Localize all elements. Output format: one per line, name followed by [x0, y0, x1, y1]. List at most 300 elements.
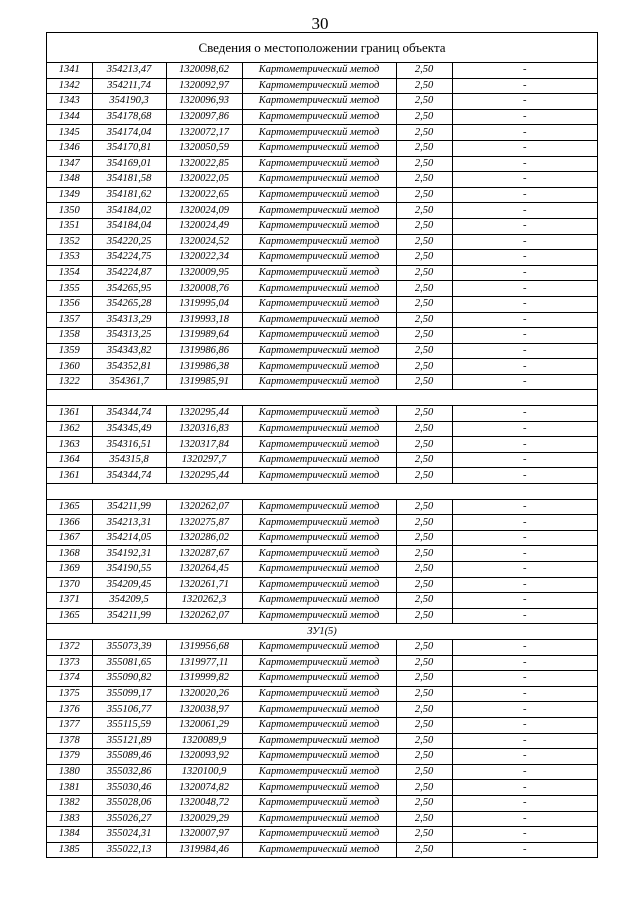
y-coordinate-cell: 1320061,29 — [166, 717, 242, 733]
table-row — [47, 359, 597, 375]
y-coordinate-cell: 1320262,07 — [166, 499, 242, 515]
accuracy-cell: 2,50 — [396, 780, 452, 796]
method-cell: Картометрический метод — [242, 328, 396, 344]
x-coordinate-cell: 354316,51 — [92, 437, 166, 453]
description-cell: - — [452, 218, 597, 234]
y-coordinate-cell: 1320262,07 — [166, 608, 242, 624]
x-coordinate-cell: 354192,31 — [92, 546, 166, 562]
point-number-cell: 1355 — [47, 281, 92, 297]
point-number-cell: 1366 — [47, 515, 92, 531]
method-cell: Картометрический метод — [242, 125, 396, 141]
point-number-cell: 1375 — [47, 686, 92, 702]
coordinates-table — [47, 63, 597, 857]
method-cell: Картометрический метод — [242, 702, 396, 718]
y-coordinate-cell: 1320074,82 — [166, 780, 242, 796]
description-cell: - — [452, 187, 597, 203]
accuracy-cell: 2,50 — [396, 421, 452, 437]
method-cell: Картометрический метод — [242, 250, 396, 266]
table-row — [47, 702, 597, 718]
y-coordinate-cell: 1320022,85 — [166, 156, 242, 172]
table-row — [47, 156, 597, 172]
method-cell: Картометрический метод — [242, 187, 396, 203]
boundary-table-sheet — [46, 32, 598, 858]
accuracy-cell: 2,50 — [396, 265, 452, 281]
method-cell: Картометрический метод — [242, 499, 396, 515]
method-cell: Картометрический метод — [242, 343, 396, 359]
point-number-cell: 1347 — [47, 156, 92, 172]
accuracy-cell: 2,50 — [396, 125, 452, 141]
method-cell: Картометрический метод — [242, 655, 396, 671]
x-coordinate-cell: 354313,25 — [92, 328, 166, 344]
description-cell: - — [452, 359, 597, 375]
method-cell: Картометрический метод — [242, 359, 396, 375]
x-coordinate-cell: 355022,13 — [92, 842, 166, 857]
table-row — [47, 218, 597, 234]
table-row — [47, 530, 597, 546]
accuracy-cell: 2,50 — [396, 63, 452, 78]
description-cell: - — [452, 671, 597, 687]
y-coordinate-cell: 1320295,44 — [166, 406, 242, 422]
point-number-cell: 1342 — [47, 78, 92, 94]
description-cell: - — [452, 421, 597, 437]
table-row — [47, 499, 597, 515]
point-number-cell: 1341 — [47, 63, 92, 78]
table-row — [47, 374, 597, 390]
y-coordinate-cell: 1320297,7 — [166, 452, 242, 468]
x-coordinate-cell: 354265,28 — [92, 296, 166, 312]
y-coordinate-cell: 1320022,05 — [166, 172, 242, 188]
point-number-cell: 1381 — [47, 780, 92, 796]
x-coordinate-cell: 354344,74 — [92, 406, 166, 422]
point-number-cell: 1358 — [47, 328, 92, 344]
description-cell: - — [452, 281, 597, 297]
method-cell: Картометрический метод — [242, 671, 396, 687]
method-cell: Картометрический метод — [242, 78, 396, 94]
method-cell: Картометрический метод — [242, 593, 396, 609]
x-coordinate-cell: 354343,82 — [92, 343, 166, 359]
description-cell: - — [452, 764, 597, 780]
y-coordinate-cell: 1320024,49 — [166, 218, 242, 234]
point-number-cell: 1364 — [47, 452, 92, 468]
point-number-cell: 1374 — [47, 671, 92, 687]
blank-cell — [47, 390, 597, 406]
y-coordinate-cell: 1320264,45 — [166, 562, 242, 578]
table-row — [47, 546, 597, 562]
description-cell: - — [452, 499, 597, 515]
point-number-cell: 1322 — [47, 374, 92, 390]
accuracy-cell: 2,50 — [396, 733, 452, 749]
x-coordinate-cell: 354190,55 — [92, 562, 166, 578]
description-cell: - — [452, 452, 597, 468]
description-cell: - — [452, 203, 597, 219]
y-coordinate-cell: 1320275,87 — [166, 515, 242, 531]
accuracy-cell: 2,50 — [396, 359, 452, 375]
y-coordinate-cell: 1320024,52 — [166, 234, 242, 250]
y-coordinate-cell: 1320072,17 — [166, 125, 242, 141]
method-cell: Картометрический метод — [242, 639, 396, 655]
y-coordinate-cell: 1320024,09 — [166, 203, 242, 219]
table-row — [47, 717, 597, 733]
y-coordinate-cell: 1320020,26 — [166, 686, 242, 702]
x-coordinate-cell: 355090,82 — [92, 671, 166, 687]
y-coordinate-cell: 1320100,9 — [166, 764, 242, 780]
accuracy-cell: 2,50 — [396, 296, 452, 312]
point-number-cell: 1363 — [47, 437, 92, 453]
accuracy-cell: 2,50 — [396, 218, 452, 234]
point-number-cell: 1361 — [47, 468, 92, 484]
method-cell: Картометрический метод — [242, 94, 396, 110]
description-cell: - — [452, 172, 597, 188]
y-coordinate-cell: 1320316,83 — [166, 421, 242, 437]
description-cell: - — [452, 749, 597, 765]
table-row — [47, 639, 597, 655]
x-coordinate-cell: 354181,62 — [92, 187, 166, 203]
x-coordinate-cell: 355099,17 — [92, 686, 166, 702]
point-number-cell: 1369 — [47, 562, 92, 578]
y-coordinate-cell: 1320286,02 — [166, 530, 242, 546]
point-number-cell: 1385 — [47, 842, 92, 857]
accuracy-cell: 2,50 — [396, 468, 452, 484]
description-cell: - — [452, 827, 597, 843]
point-number-cell: 1379 — [47, 749, 92, 765]
description-cell: - — [452, 343, 597, 359]
table-row — [47, 842, 597, 857]
description-cell: - — [452, 811, 597, 827]
x-coordinate-cell: 354224,87 — [92, 265, 166, 281]
accuracy-cell: 2,50 — [396, 452, 452, 468]
table-row — [47, 265, 597, 281]
method-cell: Картометрический метод — [242, 437, 396, 453]
accuracy-cell: 2,50 — [396, 702, 452, 718]
method-cell: Картометрический метод — [242, 717, 396, 733]
table-row — [47, 562, 597, 578]
section-header-row — [47, 624, 597, 640]
accuracy-cell: 2,50 — [396, 187, 452, 203]
description-cell: - — [452, 140, 597, 156]
method-cell: Картометрический метод — [242, 140, 396, 156]
table-row — [47, 764, 597, 780]
y-coordinate-cell: 1320029,29 — [166, 811, 242, 827]
table-row — [47, 250, 597, 266]
point-number-cell: 1354 — [47, 265, 92, 281]
accuracy-cell: 2,50 — [396, 374, 452, 390]
table-row — [47, 733, 597, 749]
method-cell: Картометрический метод — [242, 172, 396, 188]
accuracy-cell: 2,50 — [396, 562, 452, 578]
accuracy-cell: 2,50 — [396, 281, 452, 297]
description-cell: - — [452, 109, 597, 125]
y-coordinate-cell: 1320093,92 — [166, 749, 242, 765]
y-coordinate-cell: 1320262,3 — [166, 593, 242, 609]
y-coordinate-cell: 1320317,84 — [166, 437, 242, 453]
y-coordinate-cell: 1319993,18 — [166, 312, 242, 328]
method-cell: Картометрический метод — [242, 546, 396, 562]
table-row — [47, 406, 597, 422]
table-row — [47, 437, 597, 453]
method-cell: Картометрический метод — [242, 530, 396, 546]
accuracy-cell: 2,50 — [396, 515, 452, 531]
x-coordinate-cell: 354178,68 — [92, 109, 166, 125]
description-cell: - — [452, 406, 597, 422]
accuracy-cell: 2,50 — [396, 764, 452, 780]
description-cell: - — [452, 296, 597, 312]
x-coordinate-cell: 354184,02 — [92, 203, 166, 219]
table-row — [47, 312, 597, 328]
y-coordinate-cell: 1319989,64 — [166, 328, 242, 344]
table-row — [47, 577, 597, 593]
x-coordinate-cell: 354181,58 — [92, 172, 166, 188]
method-cell: Картометрический метод — [242, 842, 396, 857]
x-coordinate-cell: 354174,04 — [92, 125, 166, 141]
accuracy-cell: 2,50 — [396, 639, 452, 655]
accuracy-cell: 2,50 — [396, 406, 452, 422]
point-number-cell: 1356 — [47, 296, 92, 312]
x-coordinate-cell: 354170,81 — [92, 140, 166, 156]
method-cell: Картометрический метод — [242, 795, 396, 811]
method-cell: Картометрический метод — [242, 218, 396, 234]
y-coordinate-cell: 1320092,97 — [166, 78, 242, 94]
x-coordinate-cell: 355026,27 — [92, 811, 166, 827]
accuracy-cell: 2,50 — [396, 499, 452, 515]
accuracy-cell: 2,50 — [396, 78, 452, 94]
x-coordinate-cell: 354211,99 — [92, 499, 166, 515]
table-row — [47, 63, 597, 78]
point-number-cell: 1345 — [47, 125, 92, 141]
table-row — [47, 343, 597, 359]
table-row — [47, 281, 597, 297]
x-coordinate-cell: 354211,99 — [92, 608, 166, 624]
point-number-cell: 1382 — [47, 795, 92, 811]
y-coordinate-cell: 1319986,86 — [166, 343, 242, 359]
y-coordinate-cell: 1320022,34 — [166, 250, 242, 266]
accuracy-cell: 2,50 — [396, 749, 452, 765]
method-cell: Картометрический метод — [242, 749, 396, 765]
point-number-cell: 1348 — [47, 172, 92, 188]
table-row — [47, 203, 597, 219]
accuracy-cell: 2,50 — [396, 811, 452, 827]
description-cell: - — [452, 842, 597, 857]
y-coordinate-cell: 1320089,9 — [166, 733, 242, 749]
description-cell: - — [452, 78, 597, 94]
x-coordinate-cell: 354211,74 — [92, 78, 166, 94]
table-title: Сведения о местоположении границ объекта — [47, 33, 597, 63]
table-row — [47, 187, 597, 203]
method-cell: Картометрический метод — [242, 780, 396, 796]
page-number: 30 — [311, 14, 329, 33]
point-number-cell: 1349 — [47, 187, 92, 203]
point-number-cell: 1344 — [47, 109, 92, 125]
x-coordinate-cell: 355115,59 — [92, 717, 166, 733]
accuracy-cell: 2,50 — [396, 686, 452, 702]
description-cell: - — [452, 374, 597, 390]
point-number-cell: 1384 — [47, 827, 92, 843]
table-row — [47, 328, 597, 344]
accuracy-cell: 2,50 — [396, 608, 452, 624]
table-row — [47, 125, 597, 141]
table-row — [47, 78, 597, 94]
table-row — [47, 140, 597, 156]
description-cell: - — [452, 562, 597, 578]
y-coordinate-cell: 1319985,91 — [166, 374, 242, 390]
accuracy-cell: 2,50 — [396, 577, 452, 593]
table-row — [47, 811, 597, 827]
y-coordinate-cell: 1319956,68 — [166, 639, 242, 655]
description-cell: - — [452, 250, 597, 266]
method-cell: Картометрический метод — [242, 562, 396, 578]
point-number-cell: 1377 — [47, 717, 92, 733]
blank-separator-row — [47, 484, 597, 500]
accuracy-cell: 2,50 — [396, 655, 452, 671]
method-cell: Картометрический метод — [242, 811, 396, 827]
y-coordinate-cell: 1319999,82 — [166, 671, 242, 687]
x-coordinate-cell: 354213,31 — [92, 515, 166, 531]
description-cell: - — [452, 63, 597, 78]
x-coordinate-cell: 355030,46 — [92, 780, 166, 796]
method-cell: Картометрический метод — [242, 468, 396, 484]
x-coordinate-cell: 354169,01 — [92, 156, 166, 172]
accuracy-cell: 2,50 — [396, 717, 452, 733]
y-coordinate-cell: 1320287,67 — [166, 546, 242, 562]
accuracy-cell: 2,50 — [396, 827, 452, 843]
x-coordinate-cell: 354315,8 — [92, 452, 166, 468]
y-coordinate-cell: 1320048,72 — [166, 795, 242, 811]
y-coordinate-cell: 1320295,44 — [166, 468, 242, 484]
method-cell: Картометрический метод — [242, 577, 396, 593]
description-cell: - — [452, 530, 597, 546]
point-number-cell: 1371 — [47, 593, 92, 609]
x-coordinate-cell: 355032,86 — [92, 764, 166, 780]
table-row — [47, 593, 597, 609]
x-coordinate-cell: 355106,77 — [92, 702, 166, 718]
method-cell: Картометрический метод — [242, 608, 396, 624]
method-cell: Картометрический метод — [242, 109, 396, 125]
description-cell: - — [452, 717, 597, 733]
description-cell: - — [452, 593, 597, 609]
accuracy-cell: 2,50 — [396, 328, 452, 344]
table-row — [47, 421, 597, 437]
description-cell: - — [452, 655, 597, 671]
x-coordinate-cell: 355024,31 — [92, 827, 166, 843]
accuracy-cell: 2,50 — [396, 109, 452, 125]
table-row — [47, 827, 597, 843]
method-cell: Картометрический метод — [242, 733, 396, 749]
accuracy-cell: 2,50 — [396, 671, 452, 687]
description-cell: - — [452, 328, 597, 344]
accuracy-cell: 2,50 — [396, 312, 452, 328]
point-number-cell: 1367 — [47, 530, 92, 546]
table-row — [47, 109, 597, 125]
table-row — [47, 795, 597, 811]
x-coordinate-cell: 354345,49 — [92, 421, 166, 437]
y-coordinate-cell: 1320261,71 — [166, 577, 242, 593]
table-row — [47, 468, 597, 484]
description-cell: - — [452, 639, 597, 655]
description-cell: - — [452, 156, 597, 172]
x-coordinate-cell: 354184,04 — [92, 218, 166, 234]
x-coordinate-cell: 354361,7 — [92, 374, 166, 390]
table-row — [47, 686, 597, 702]
description-cell: - — [452, 265, 597, 281]
y-coordinate-cell: 1320009,95 — [166, 265, 242, 281]
method-cell: Картометрический метод — [242, 312, 396, 328]
point-number-cell: 1380 — [47, 764, 92, 780]
point-number-cell: 1383 — [47, 811, 92, 827]
table-row — [47, 608, 597, 624]
point-number-cell: 1360 — [47, 359, 92, 375]
point-number-cell: 1373 — [47, 655, 92, 671]
y-coordinate-cell: 1320098,62 — [166, 63, 242, 78]
description-cell: - — [452, 702, 597, 718]
point-number-cell: 1378 — [47, 733, 92, 749]
method-cell: Картометрический метод — [242, 421, 396, 437]
method-cell: Картометрический метод — [242, 406, 396, 422]
accuracy-cell: 2,50 — [396, 203, 452, 219]
x-coordinate-cell: 354265,95 — [92, 281, 166, 297]
accuracy-cell: 2,50 — [396, 234, 452, 250]
x-coordinate-cell: 354344,74 — [92, 468, 166, 484]
accuracy-cell: 2,50 — [396, 250, 452, 266]
description-cell: - — [452, 437, 597, 453]
point-number-cell: 1365 — [47, 608, 92, 624]
table-row — [47, 655, 597, 671]
point-number-cell: 1368 — [47, 546, 92, 562]
method-cell: Картометрический метод — [242, 452, 396, 468]
method-cell: Картометрический метод — [242, 686, 396, 702]
table-row — [47, 749, 597, 765]
point-number-cell: 1370 — [47, 577, 92, 593]
description-cell: - — [452, 780, 597, 796]
y-coordinate-cell: 1319995,04 — [166, 296, 242, 312]
x-coordinate-cell: 354209,5 — [92, 593, 166, 609]
point-number-cell: 1351 — [47, 218, 92, 234]
x-coordinate-cell: 354313,29 — [92, 312, 166, 328]
y-coordinate-cell: 1319986,38 — [166, 359, 242, 375]
table-row — [47, 172, 597, 188]
point-number-cell: 1365 — [47, 499, 92, 515]
description-cell: - — [452, 125, 597, 141]
y-coordinate-cell: 1320008,76 — [166, 281, 242, 297]
accuracy-cell: 2,50 — [396, 795, 452, 811]
point-number-cell: 1343 — [47, 94, 92, 110]
description-cell: - — [452, 312, 597, 328]
accuracy-cell: 2,50 — [396, 140, 452, 156]
x-coordinate-cell: 355081,65 — [92, 655, 166, 671]
y-coordinate-cell: 1320097,86 — [166, 109, 242, 125]
method-cell: Картометрический метод — [242, 515, 396, 531]
point-number-cell: 1346 — [47, 140, 92, 156]
table-row — [47, 296, 597, 312]
section-label: ЗУ1(5) — [47, 624, 597, 640]
accuracy-cell: 2,50 — [396, 172, 452, 188]
x-coordinate-cell: 355073,39 — [92, 639, 166, 655]
point-number-cell: 1361 — [47, 406, 92, 422]
y-coordinate-cell: 1320007,97 — [166, 827, 242, 843]
table-row — [47, 671, 597, 687]
table-row — [47, 234, 597, 250]
point-number-cell: 1357 — [47, 312, 92, 328]
blank-separator-row — [47, 390, 597, 406]
description-cell: - — [452, 234, 597, 250]
point-number-cell: 1350 — [47, 203, 92, 219]
method-cell: Картометрический метод — [242, 374, 396, 390]
description-cell: - — [452, 94, 597, 110]
x-coordinate-cell: 354352,81 — [92, 359, 166, 375]
x-coordinate-cell: 354190,3 — [92, 94, 166, 110]
description-cell: - — [452, 546, 597, 562]
accuracy-cell: 2,50 — [396, 156, 452, 172]
description-cell: - — [452, 577, 597, 593]
point-number-cell: 1353 — [47, 250, 92, 266]
